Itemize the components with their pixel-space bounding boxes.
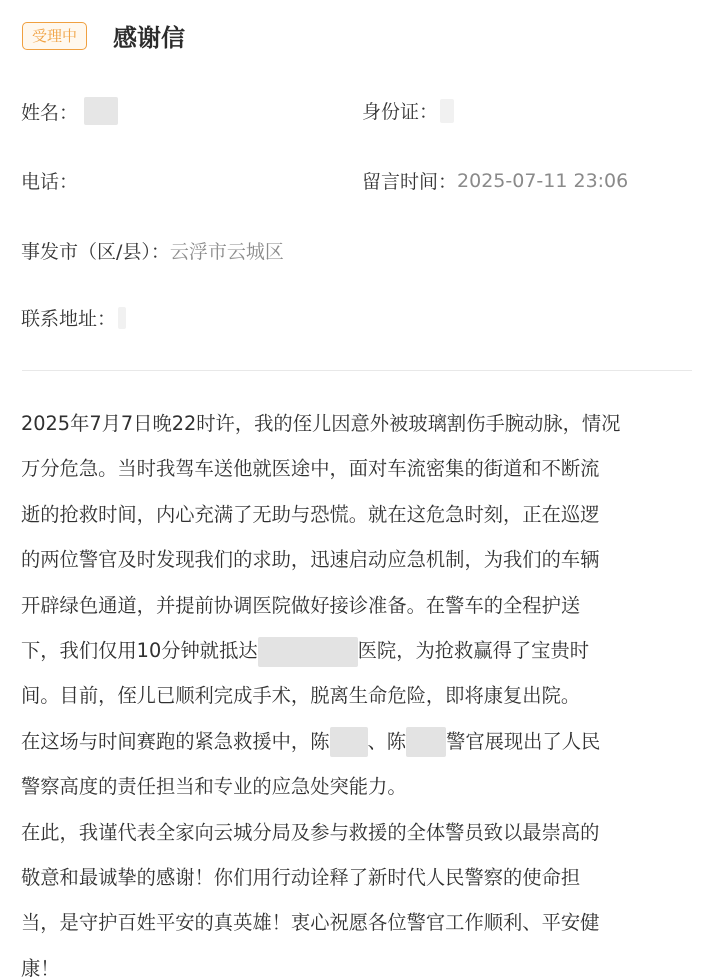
name-field	[21, 97, 118, 125]
page-title: 感谢信	[113, 24, 186, 52]
phone-field	[21, 167, 78, 194]
id-redacted	[440, 99, 454, 123]
city-field	[21, 237, 284, 264]
name-label: 姓名：	[21, 101, 79, 124]
time-label: 留言时间：	[362, 171, 458, 193]
letter-segment: 在这场与时间赛跑的紧急救援中，陈	[21, 729, 330, 753]
address-redacted	[118, 307, 126, 329]
letter-line: 2025年7月7日晚22时许，我的侄儿因意外被玻璃割伤手腕动脉，情况	[21, 412, 621, 435]
address-label: 联系地址：	[21, 308, 117, 330]
officer-name-redacted	[330, 727, 368, 757]
letter-line	[21, 628, 696, 673]
hospital-redacted	[258, 637, 358, 667]
letter-line: 警察高度的责任担当和专业的应急处突能力。	[21, 775, 407, 799]
address-field	[21, 304, 126, 331]
letter-segment: 下，我们仅用10分钟就抵达	[21, 639, 258, 663]
letter-segment: 医院，为抢救赢得了宝贵时	[357, 639, 590, 663]
letter-line: 间。目前，侄儿已顺利完成手术，脱离生命危险，即将康复出院。	[21, 684, 581, 708]
letter-line: 康！	[21, 956, 60, 977]
letter-segment: 、陈	[367, 729, 407, 753]
city-value: 云浮市云城区	[169, 241, 284, 263]
letter-line: 万分危急。当时我驾车送他就医途中，面对车流密集的街道和不断流	[21, 457, 600, 481]
letter-line: 当，是守护百姓平安的真英雄！衷心祝愿各位警官工作顺利、平安健	[21, 911, 600, 935]
letter-line: 敬意和最诚挚的感谢！你们用行动诠释了新时代人民警察的使命担	[21, 866, 581, 890]
letter-line: 开辟绿色通道，并提前协调医院做好接诊准备。在警车的全程护送	[21, 593, 581, 617]
city-label: 事发市（区/县）：	[21, 241, 170, 263]
letter-line: 在此，我谨代表全家向云城分局及参与救援的全体警员致以最崇高的	[21, 820, 600, 844]
time-value: 2025-07-11 23:06	[457, 169, 629, 192]
name-redacted	[84, 97, 118, 125]
phone-label: 电话：	[21, 171, 79, 193]
letter-body	[21, 401, 696, 977]
status-badge: 受理中	[22, 22, 87, 50]
letter-header	[22, 18, 185, 53]
id-label: 身份证：	[362, 101, 439, 123]
letter-line: 的两位警官及时发现我们的求助，迅速启动应急机制，为我们的车辆	[21, 548, 600, 572]
time-field	[362, 167, 628, 194]
letter-segment: 警官展现出了人民	[446, 729, 601, 753]
id-field	[362, 97, 454, 124]
letter-line: 逝的抢救时间，内心充满了无助与恐慌。就在这危急时刻，正在巡逻	[21, 502, 600, 526]
letter-line	[21, 719, 696, 764]
officer-name-redacted	[406, 727, 446, 757]
divider	[22, 370, 692, 371]
